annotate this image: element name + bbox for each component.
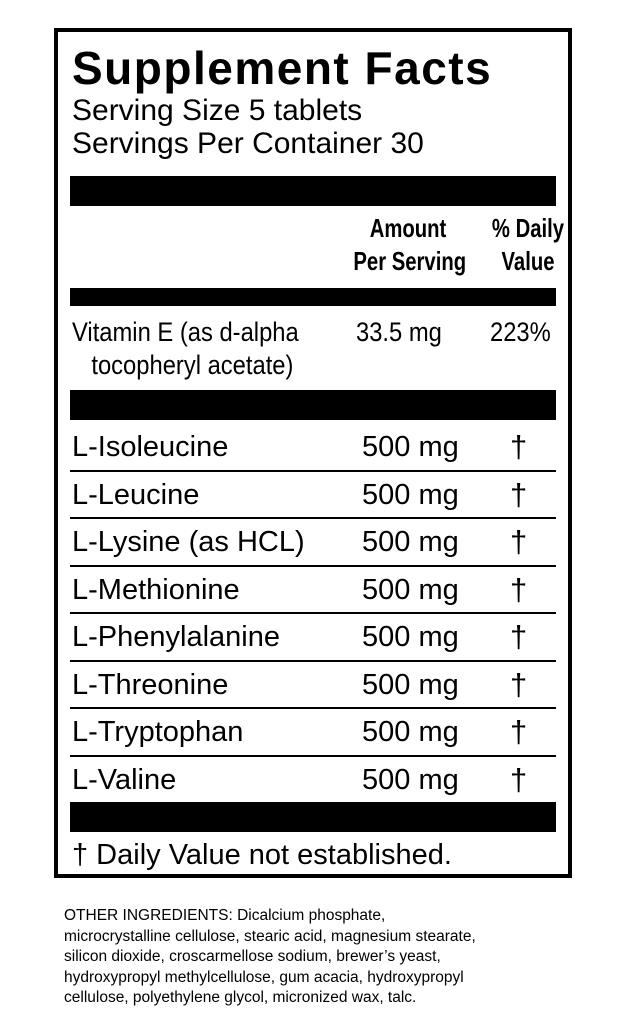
ingredient-amount: 500 mg (362, 763, 459, 796)
vitamin-e-amount: 33.5 mg (356, 317, 442, 347)
other-ingredients-line: OTHER INGREDIENTS: Dicalcium phosphate, (64, 907, 386, 924)
ingredient-amount: 500 mg (362, 668, 459, 701)
dagger-mark: † (510, 666, 528, 702)
vitamin-name-line2: tocopheryl acetate) (91, 350, 294, 380)
divider-bar (70, 288, 556, 306)
panel-title: Supplement Facts (72, 42, 493, 94)
daily-value-footnote: † Daily Value not established. (72, 839, 452, 871)
ingredient-name: L-Tryptophan (72, 716, 244, 748)
ingredient-name: L-Threonine (72, 668, 229, 701)
ingredient-amount: 500 mg (362, 478, 459, 511)
amount-header-line2: Per Serving (353, 246, 467, 276)
ingredient-amount: 500 mg (362, 621, 459, 653)
supplement-facts-panel (54, 28, 572, 878)
dagger-mark: † (510, 619, 528, 654)
dv-header-line2: Value (501, 246, 555, 276)
ingredient-name: L-Methionine (72, 573, 240, 606)
vitamin-e-name (72, 316, 362, 382)
daily-value-header (489, 212, 567, 278)
divider-bar (70, 390, 556, 420)
dagger-mark: † (510, 761, 528, 797)
table-row (70, 567, 556, 615)
table-row (70, 709, 556, 757)
ingredient-name: L-Lysine (as HCL) (72, 526, 305, 558)
ingredient-amount: 500 mg (362, 431, 459, 463)
table-row (70, 472, 556, 520)
ingredient-name: L-Leucine (72, 478, 200, 511)
ingredient-name: L-Isoleucine (72, 431, 229, 463)
other-ingredients-line: silicon dioxide, croscarmellose sodium, brewer’s yeast, (64, 948, 441, 965)
dagger-mark: † (510, 476, 528, 512)
divider-bar (70, 802, 556, 832)
servings-per-container: Servings Per Container 30 (72, 127, 424, 160)
vitamin-name-line1: Vitamin E (as d-alpha (72, 317, 299, 347)
amount-header-line1: Amount (369, 213, 447, 243)
ingredient-name: L-Valine (72, 763, 177, 796)
other-ingredients (64, 906, 584, 1009)
dagger-mark: † (510, 524, 528, 559)
dagger-mark: † (510, 714, 528, 749)
table-row (70, 614, 556, 662)
divider-bar (70, 176, 556, 206)
ingredient-amount: 500 mg (362, 526, 459, 558)
other-ingredients-line: hydroxypropyl methylcellulose, gum acacia, hydroxypropyl (64, 968, 464, 986)
other-ingredients-line: cellulose, polyethylene glycol, micronized wax, talc. (64, 989, 417, 1006)
table-row (70, 662, 556, 710)
amount-per-serving-header (353, 212, 467, 278)
ingredient-name: L-Phenylalanine (72, 621, 280, 653)
dagger-mark: † (510, 429, 528, 464)
ingredient-amount: 500 mg (362, 716, 459, 748)
ingredient-table (70, 424, 556, 804)
vitamin-e-daily-value: 223% (490, 317, 551, 347)
dv-header-line1: % Daily (491, 213, 565, 243)
serving-size: Serving Size 5 tablets (72, 94, 363, 127)
other-ingredients-line: microcrystalline cellulose, stearic acid, magnesium stearate, (64, 927, 476, 945)
table-row (70, 424, 556, 472)
dagger-mark: † (510, 571, 528, 607)
table-row (70, 519, 556, 567)
table-row (70, 757, 556, 805)
ingredient-amount: 500 mg (362, 573, 459, 606)
serving-info (72, 94, 424, 160)
